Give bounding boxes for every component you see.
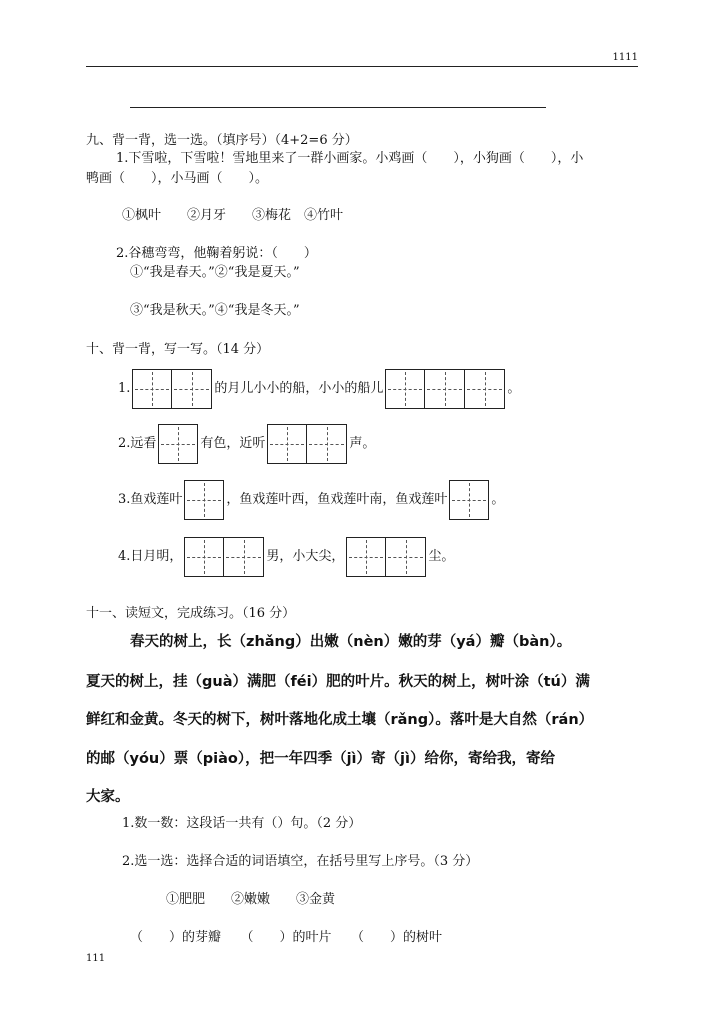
section11-q2-options: ①肥肥 ②嫩嫩 ③金黄 [166,892,336,907]
row1-boxes-b [385,369,505,409]
section10-row3 [116,480,506,520]
writing-box[interactable] [184,480,224,520]
row2-mid: 有色，近听 [200,436,266,451]
writing-box[interactable] [386,537,426,577]
row4-boxes-a [184,537,264,577]
row3-mid: ，鱼戏莲叶西，鱼戏莲叶南，鱼戏莲叶 [226,492,448,507]
row4-boxes-b [346,537,426,577]
section11-title: 十一、读短文，完成练习。（16 分） [86,606,296,621]
section9-q1-options: ①枫叶 ②月牙 ③梅花 ④竹叶 [122,208,344,223]
row3-prefix: 3.鱼戏莲叶 [118,492,183,507]
row2-boxes-a [158,424,198,464]
writing-box[interactable] [158,424,198,464]
row3-boxes-a [184,480,224,520]
writing-box[interactable] [267,424,307,464]
section10-title: 十、背一背，写一写。（14 分） [86,342,270,357]
section9-q1-line2: 鸭画（ ），小马画（ ）。 [86,171,269,186]
section-divider [130,107,546,108]
writing-box[interactable] [346,537,386,577]
section9-q2-line1: 2.谷穗弯弯，他鞠着躬说：（ ） [116,246,317,261]
row4-prefix: 4.日月明， [118,549,183,564]
section11-q2: 2.选一选：选择合适的词语填空，在括号里写上序号。（3 分） [122,854,479,869]
header-rule [86,66,638,67]
writing-box[interactable] [224,537,264,577]
writing-box[interactable] [465,369,505,409]
section9-q1-line1: 1.下雪啦，下雪啦！雪地里来了一群小画家。小鸡画（ ），小狗画（ ），小 [116,151,584,166]
row2-prefix: 2.远看 [118,436,157,451]
row1-mid: 的月儿小小的船，小小的船儿 [214,381,384,396]
row4-mid: 男，小大尖， [266,549,345,564]
row2-end: 声。 [349,436,376,451]
passage-line5: 大家。 [86,789,130,805]
section9-q2-line3: ③“我是秋天。”④“我是冬天。” [130,303,300,318]
passage-line2: 夏天的树上，挂（guà）满肥（féi）肥的叶片。秋天的树上，树叶涂（tú）满 [86,674,590,690]
passage-line3: 鲜红和金黄。冬天的树下，树叶落地化成土壤（rǎng）。落叶是大自然（rán） [86,712,594,728]
footer-page-number: 111 [86,953,106,964]
writing-box[interactable] [385,369,425,409]
writing-box[interactable] [132,369,172,409]
row3-end: 。 [491,492,505,507]
row4-end: 尘。 [428,549,455,564]
row1-boxes-a [132,369,212,409]
section9-title: 九、背一背，选一选。（填序号）（4+2=6 分） [86,133,358,148]
section10-row1 [116,369,522,409]
writing-box[interactable] [425,369,465,409]
section9-q2-line2: ①“我是春天。”②“我是夏天。” [130,265,300,280]
row1-prefix: 1. [118,381,131,396]
writing-box[interactable] [449,480,489,520]
row1-end: 。 [507,381,521,396]
passage-line4: 的邮（yóu）票（piào），把一年四季（jì）寄（jì）给你，寄给我，寄给 [86,751,555,767]
header-page-number: 1111 [612,52,638,63]
row3-boxes-b [449,480,489,520]
section11-q2-blanks: （ ）的芽瓣 （ ）的叶片 （ ）的树叶 [130,930,443,945]
writing-box[interactable] [172,369,212,409]
row2-boxes-b [267,424,347,464]
section10-row4 [116,537,456,577]
passage-line1: 春天的树上，长（zhǎng）出嫩（nèn）嫩的芽（yá）瓣（bàn）。 [130,634,572,650]
writing-box[interactable] [307,424,347,464]
section11-q1: 1.数一数：这段话一共有（）句。（2 分） [122,816,362,831]
writing-box[interactable] [184,537,224,577]
section10-row2 [116,424,377,464]
